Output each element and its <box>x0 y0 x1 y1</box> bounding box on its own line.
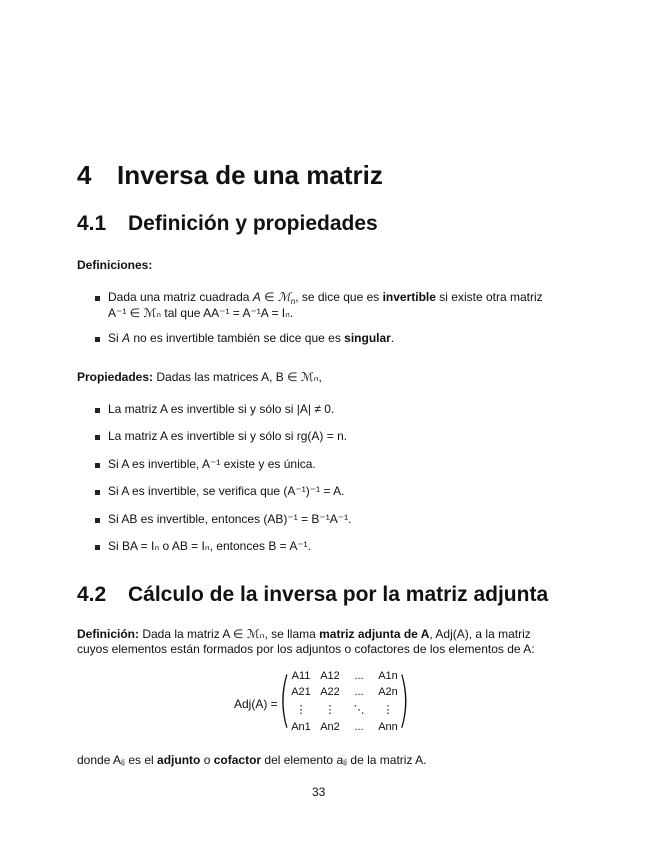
bullet-icon <box>95 296 100 301</box>
definition-item-1-line-1: Dada una matriz cuadrada A ∈ ℳ$_n$, se dice que es invertible si existe otra matriz <box>108 290 543 306</box>
section-number: 4.2 <box>77 583 107 606</box>
section-title: Definición y propiedades <box>128 212 378 235</box>
chapter-number: 4 <box>77 160 92 190</box>
bullet-icon <box>95 490 100 495</box>
definition-item-2: Si A no es invertible también se dice que es singular. <box>108 331 395 345</box>
section-heading-4-2 <box>77 583 548 607</box>
properties-intro: Propiedades: Dadas las matrices A, B ∈ ℳₙ, <box>77 370 322 384</box>
matrix-cell: A11 <box>291 670 311 682</box>
bullet-icon <box>95 463 100 468</box>
adjoint-definition-line-2: cuyos elementos están formados por los adjuntos o cofactores de los elementos de A: <box>77 642 535 656</box>
right-parenthesis: ) <box>397 665 410 735</box>
bullet-icon <box>95 518 100 523</box>
matrix-cell: ⋮ <box>295 704 307 716</box>
adjoint-matrix <box>278 665 410 738</box>
property-item: La matriz A es invertible si y sólo si rg(A) = n. <box>108 429 348 443</box>
definitions-label: Definiciones: <box>77 258 153 272</box>
property-item: Si AB es invertible, entonces (AB)⁻¹ = B⁻¹A⁻¹. <box>108 512 352 526</box>
matrix-cell: A12 <box>320 670 340 682</box>
matrix-cell: A22 <box>320 686 340 698</box>
bullet-icon <box>95 435 100 440</box>
matrix-cell: ... <box>354 686 364 698</box>
matrix-cell: A21 <box>291 686 311 698</box>
property-item: Si BA = Iₙ o AB = Iₙ, entonces B = A⁻¹. <box>108 539 312 553</box>
chapter-title-text: Inversa de una matriz <box>117 160 383 190</box>
adjoint-definition-line-1: Definición: Dada la matriz A ∈ ℳₙ, se llama matriz adjunta de A, Adj(A), a la matriz <box>77 627 531 641</box>
matrix-cell: ⋮ <box>324 704 336 716</box>
matrix-cell: An1 <box>291 721 311 733</box>
chapter-title <box>77 160 383 191</box>
property-item: La matriz A es invertible si y sólo si |A| ≠ 0. <box>108 402 335 416</box>
matrix-cell: Ann <box>378 721 398 733</box>
matrix-cell: ... <box>354 721 364 733</box>
matrix-cell: ⋮ <box>382 704 394 716</box>
matrix-lhs: Adj(A) = <box>234 697 278 711</box>
matrix-cell: ⋱ <box>353 704 365 716</box>
property-item: Si A es invertible, A⁻¹ existe y es única. <box>108 457 316 471</box>
matrix-cell: ... <box>354 670 364 682</box>
section-title: Cálculo de la inversa por la matriz adjunta <box>128 583 549 606</box>
page-number: 33 <box>312 785 326 799</box>
bullet-icon <box>95 408 100 413</box>
bullet-icon <box>95 545 100 550</box>
bullet-icon <box>95 337 100 342</box>
section-number: 4.1 <box>77 212 107 235</box>
matrix-cell: A2n <box>378 686 398 698</box>
section-heading-4-1 <box>77 212 378 236</box>
left-parenthesis: ( <box>278 665 291 735</box>
closing-sentence: donde Aᵢⱼ es el adjunto o cofactor del elemento aᵢⱼ de la matriz A. <box>77 753 427 767</box>
property-item: Si A es invertible, se verifica que (A⁻¹)⁻¹ = A. <box>108 484 345 498</box>
matrix-cell: An2 <box>320 721 340 733</box>
matrix-cell: A1n <box>378 670 398 682</box>
definition-item-1-line-2: A⁻¹ ∈ ℳₙ tal que AA⁻¹ = A⁻¹A = Iₙ. <box>108 306 294 320</box>
